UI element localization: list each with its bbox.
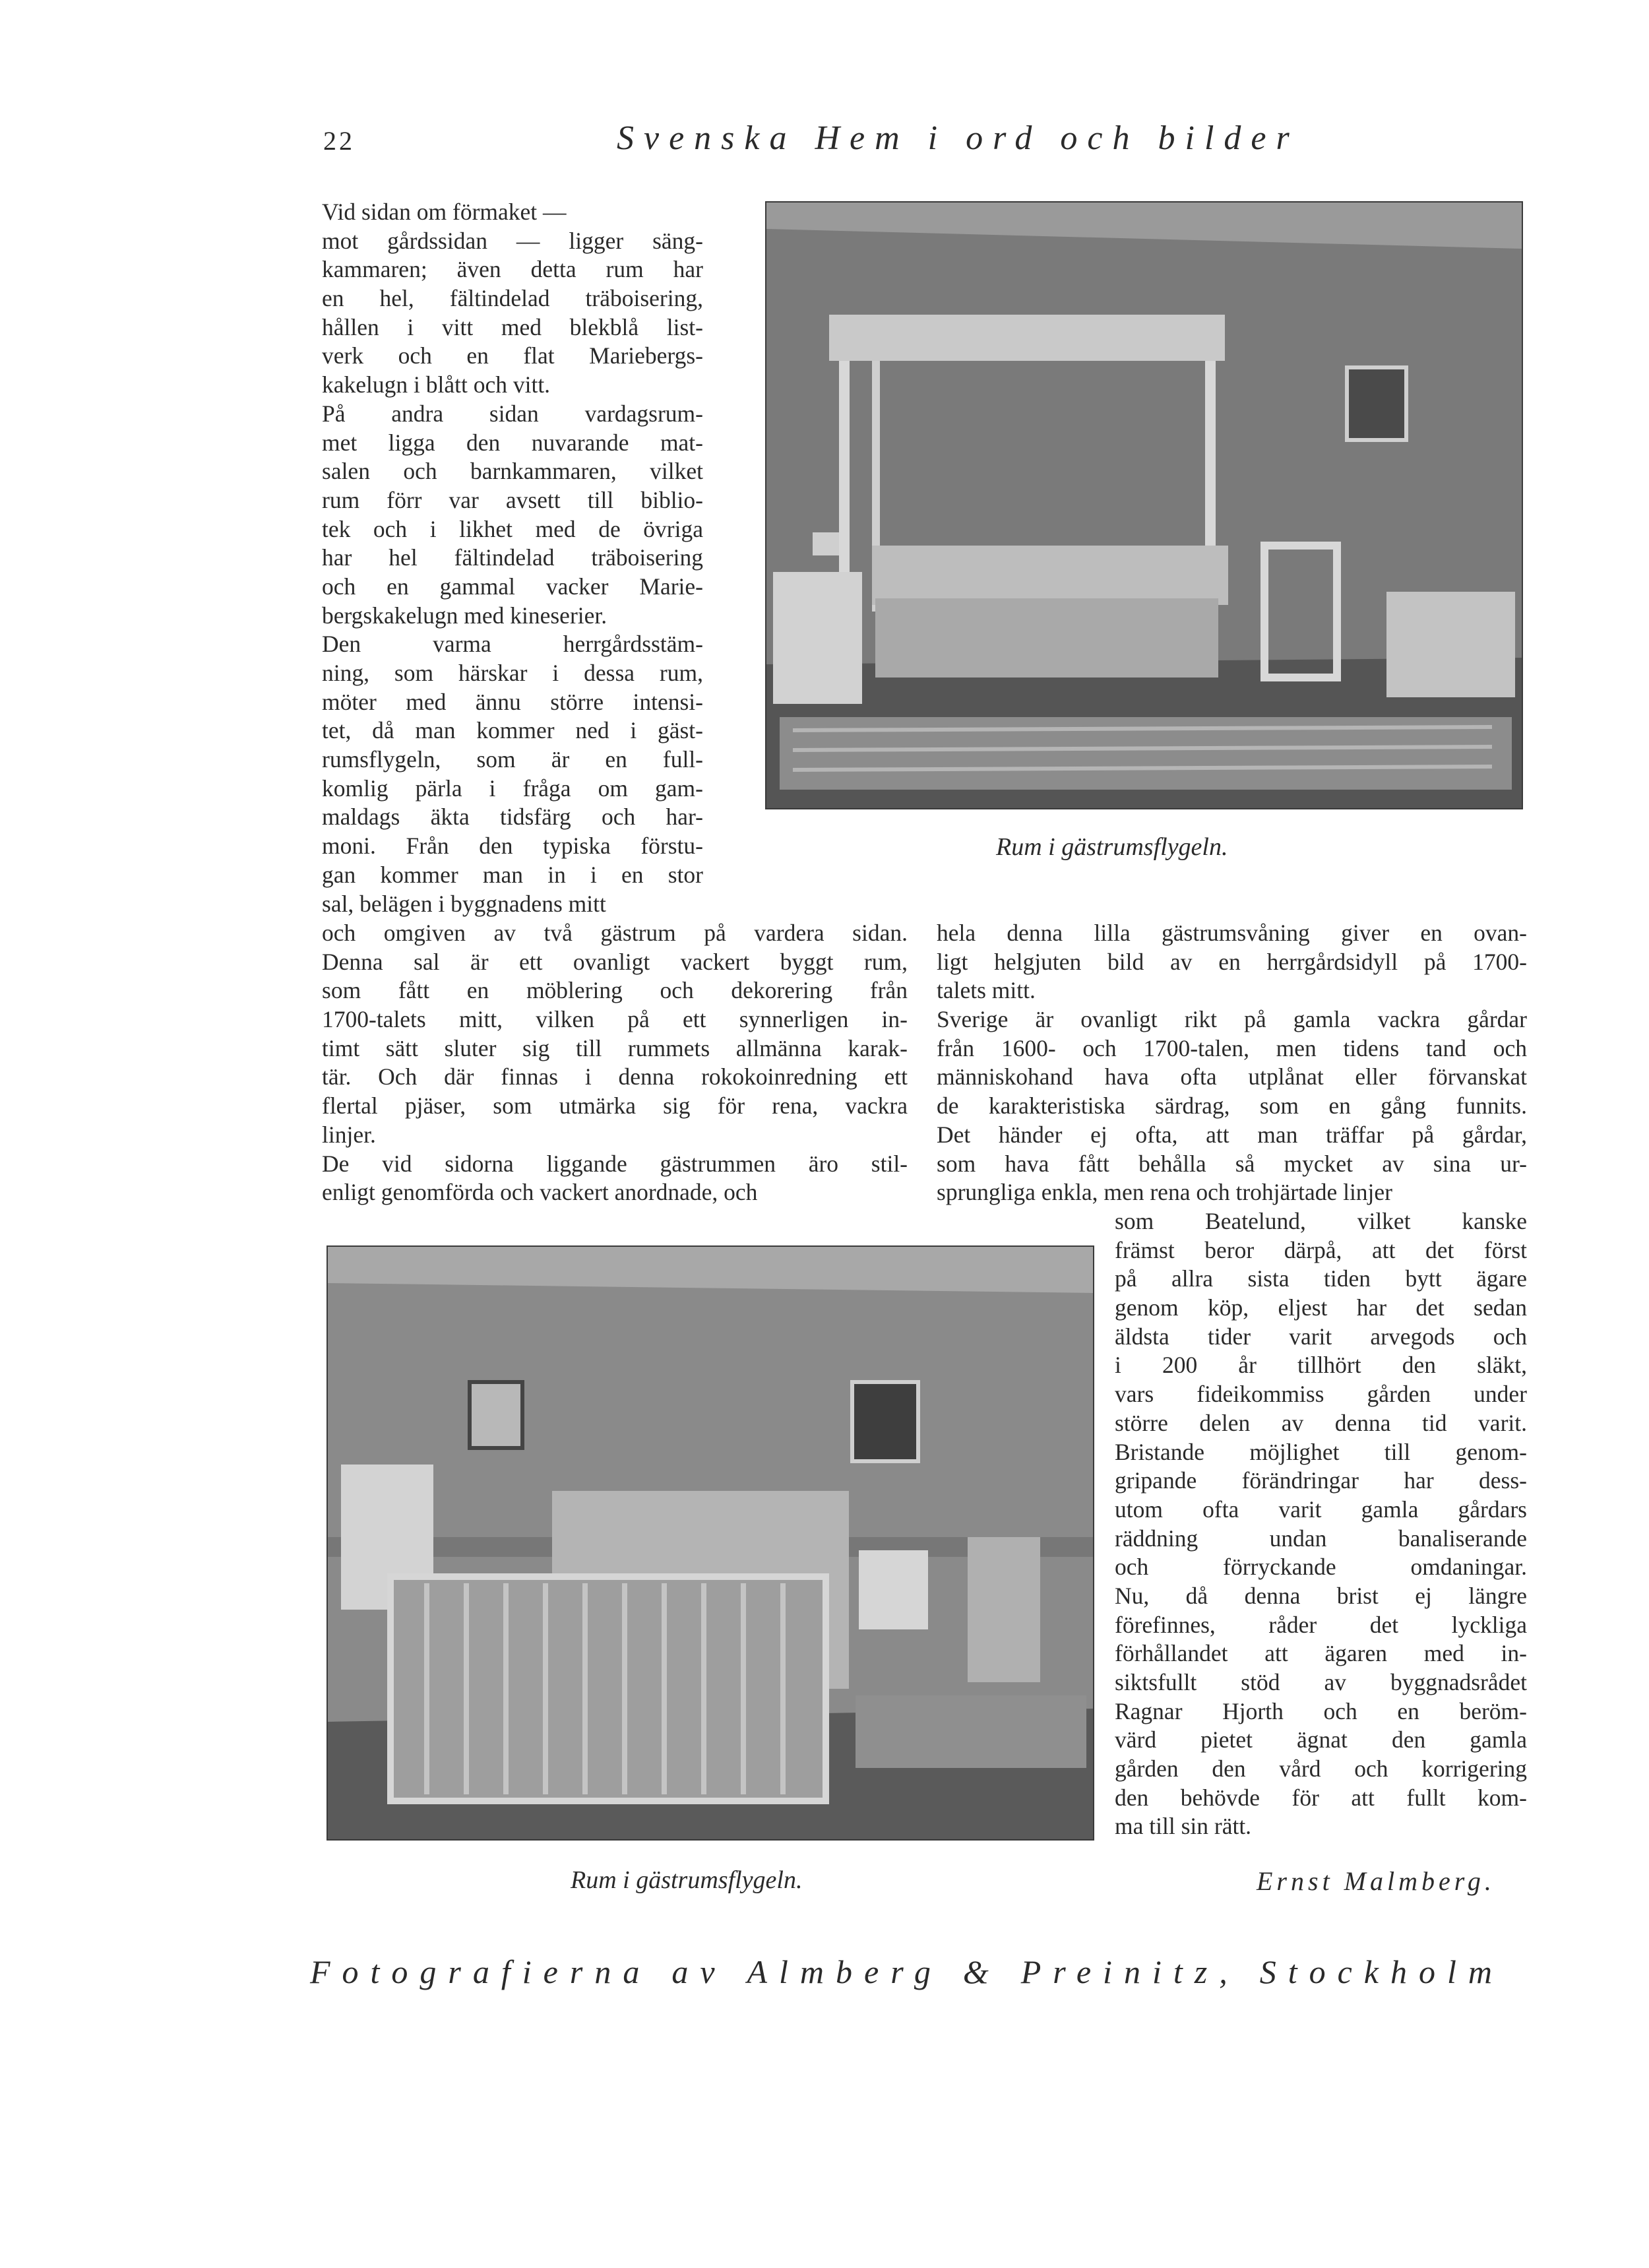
text-line: värd pietet ägnat den gamla [1115, 1726, 1527, 1753]
bottom-photo-caption: Rum i gästrumsflygeln. [571, 1866, 803, 1894]
text-line: timt sätt sluter sig till rummets allmänna karak- [322, 1034, 908, 1061]
text-line: räddning undan banaliserande [1115, 1525, 1527, 1552]
text-line: från 1600- och 1700-talen, men tidens tand och [937, 1034, 1527, 1061]
text-line: tek och i likhet med de övriga [322, 515, 703, 542]
text-line: Det händer ej ofta, att man träffar på gårdar, [937, 1121, 1527, 1148]
text-line: hållen i vitt med blekblå list- [322, 313, 703, 340]
text-line: främst beror därpå, att det först [1115, 1236, 1527, 1263]
text-line: gården den vård och korrigering [1115, 1755, 1527, 1782]
text-line: gripande förändringar har dess- [1115, 1467, 1527, 1494]
text-line: rumsflygeln, som är en full- [322, 746, 703, 773]
text-line: Nu, då denna brist ej längre [1115, 1582, 1527, 1609]
text-line: äldsta tider varit arvegods och [1115, 1323, 1527, 1350]
text-line: enligt genomförda och vackert anordnade, och [322, 1179, 758, 1206]
guest-bedroom-illustration [328, 1247, 1093, 1839]
text-line: siktsfullt stöd av byggnadsrådet [1115, 1669, 1527, 1695]
text-line: och omgiven av två gästrum på vardera sidan. [322, 920, 908, 946]
text-line: har hel fältindelad träboisering [322, 544, 703, 571]
text-line: en hel, fältindelad träboisering, [322, 285, 703, 312]
text-line: ning, som härskar i dessa rum, [322, 660, 703, 686]
credits-word-1: Fotografierna [310, 1953, 652, 1990]
text-line: som fått en möblering och dekorering från [322, 977, 908, 1004]
text-line: 1700-talets mitt, vilken på ett synnerligen in- [322, 1006, 908, 1033]
left-column-wide [322, 919, 908, 1207]
text-line: på allra sista tiden bytt ägare [1115, 1265, 1527, 1292]
text-line: större delen av denna tid varit. [1115, 1409, 1527, 1436]
text-line: kammaren; även detta rum har [322, 256, 703, 283]
text-line: bergskakelugn med kineserier. [322, 602, 607, 629]
text-line: utom ofta varit gamla gårdars [1115, 1496, 1527, 1523]
credits-word-5: Preinitz, [1020, 1953, 1239, 1990]
credits-word-4: & [962, 1953, 1001, 1990]
text-line: ligt helgjuten bild av en herrgårdsidyll på 1700- [937, 948, 1527, 975]
text-line: maldags äkta tidsfärg och har- [322, 803, 703, 831]
text-line: och förryckande omdaningar. [1115, 1554, 1527, 1581]
text-line: Bristande möjlighet till genom- [1115, 1438, 1527, 1465]
text-line: salen och barnkammaren, vilket [322, 458, 703, 485]
text-line: sal, belägen i byggnadens mitt [322, 890, 606, 917]
text-line: mot gårdssidan — ligger säng- [322, 227, 703, 254]
credits-word-3: Almberg [747, 1953, 943, 1990]
text-line: ma till sin rätt. [1115, 1813, 1252, 1840]
credits-word-6: Stockholm [1259, 1953, 1504, 1990]
photo-canopy-bed-room [765, 201, 1523, 809]
text-line: gan kommer man in i en stor [322, 861, 703, 888]
text-line: Ragnar Hjorth och en beröm- [1115, 1697, 1527, 1724]
text-line: De vid sidorna liggande gästrummen äro stil- [322, 1150, 908, 1177]
text-line: kakelugn i blått och vitt. [322, 371, 551, 398]
author-signature: Ernst Malmberg. [1257, 1866, 1495, 1896]
text-line: talets mitt. [937, 977, 1036, 1004]
text-line: människohand hava ofta utplånat eller förvanskat [937, 1063, 1527, 1090]
photo-guest-bedroom [327, 1245, 1094, 1841]
canopy-bed-illustration [766, 203, 1522, 808]
text-line: sprungliga enkla, men rena och trohjärtade linjer [937, 1179, 1393, 1206]
text-line: genom köp, eljest har det sedan [1115, 1294, 1527, 1321]
text-line: vars fideikommiss gården under [1115, 1381, 1527, 1408]
text-line: som hava fått behålla så mycket av sina ur- [937, 1150, 1527, 1177]
right-column-narrow [1115, 1207, 1527, 1841]
text-line: rum förr var avsett till biblio- [322, 486, 703, 513]
text-line: moni. Från den typiska förstu- [322, 833, 703, 860]
right-column-wide [937, 919, 1527, 1207]
text-line: Vid sidan om förmaket — [322, 199, 567, 225]
text-line: Denna sal är ett ovanligt vackert byggt rum, [322, 948, 908, 975]
running-title: Svenska Hem i ord och bilder [617, 119, 1299, 157]
text-line: tet, då man kommer ned i gäst- [322, 717, 703, 744]
top-photo-caption: Rum i gästrumsflygeln. [996, 833, 1228, 861]
left-column-top [322, 198, 703, 918]
text-line: verk och en flat Mariebergs- [322, 342, 703, 369]
text-line: hela denna lilla gästrumsvåning giver en ovan- [937, 920, 1527, 946]
text-line: flertal pjäser, som utmärka sig för rena, vackra [322, 1092, 908, 1119]
text-line: som Beatelund, vilket kanske [1115, 1208, 1527, 1234]
text-line: den behövde för att fullt kom- [1115, 1784, 1527, 1811]
text-line: komlig pärla i fråga om gam- [322, 774, 703, 802]
text-line: linjer. [322, 1121, 376, 1148]
text-line: tär. Och där finnas i denna rokokoinredning ett [322, 1063, 908, 1090]
text-line: de karakteristiska särdrag, som en gång funnits. [937, 1092, 1527, 1119]
photo-credits [310, 1953, 1504, 1991]
page-number: 22 [323, 126, 355, 156]
text-line: i 200 år tillhört den släkt, [1115, 1352, 1527, 1379]
text-line: och en gammal vacker Marie- [322, 573, 703, 600]
text-line: möter med ännu större intensi- [322, 688, 703, 715]
text-line: Sverige är ovanligt rikt på gamla vackra gårdar [937, 1006, 1527, 1033]
text-line: På andra sidan vardagsrum- [322, 400, 703, 427]
text-line: förhållandet att ägaren med in- [1115, 1640, 1527, 1667]
text-line: förefinnes, råder det lyckliga [1115, 1611, 1527, 1638]
text-line: Den varma herrgårdsstäm- [322, 631, 703, 658]
credits-word-2: av [671, 1953, 727, 1990]
text-line: met ligga den nuvarande mat- [322, 429, 703, 456]
